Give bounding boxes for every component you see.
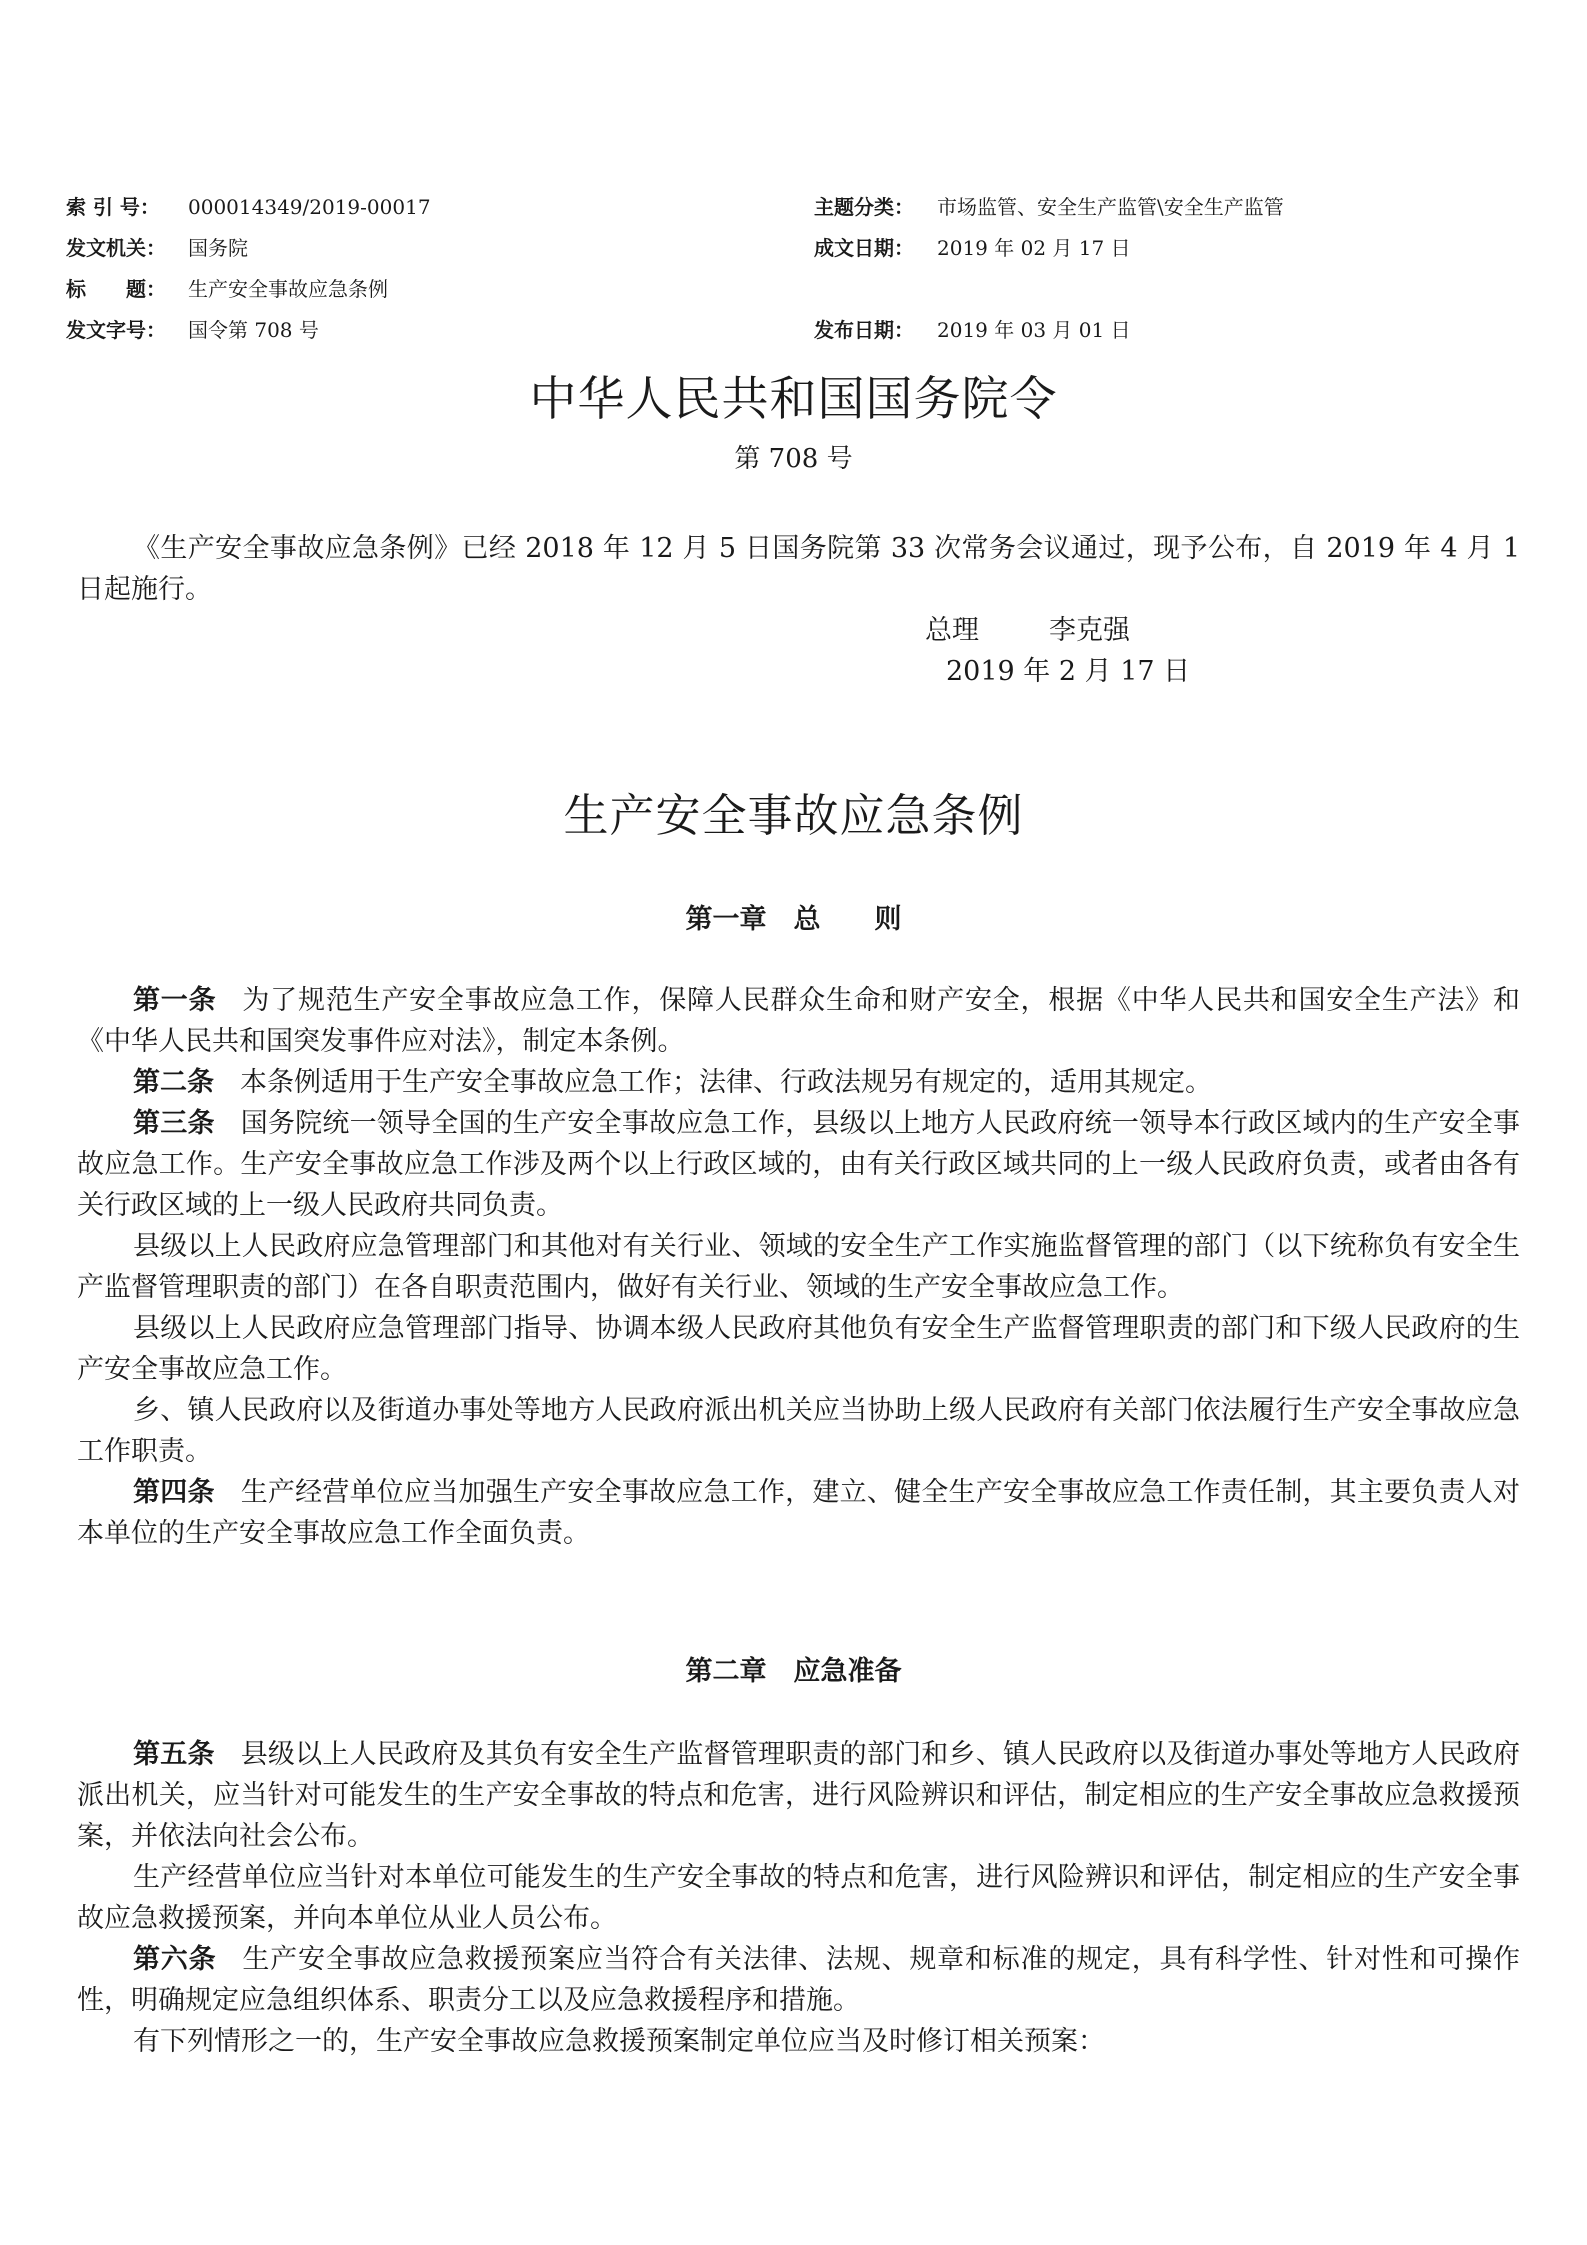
metadata-row <box>66 320 1516 361</box>
field-label: 发布日期： <box>814 318 914 342</box>
signature-line <box>925 610 1130 651</box>
field-value: 市场监管、安全生产监管\安全生产监管 <box>937 195 1284 219</box>
article-text: 生产经营单位应当加强生产安全事故应急工作，建立、健全生产安全事故应急工作责任制，其主要负责人对本单位的生产安全事故应急工作全面负责。 <box>77 1477 1521 1549</box>
subject-category-field <box>814 197 1284 217</box>
signer-role: 总理 <box>925 615 979 646</box>
article-text: 县级以上人民政府及其负有安全生产监督管理职责的部门和乡、镇人民政府以及街道办事处等地方人民政府派出机关，应当针对可能发生的生产安全事故的特点和危害，进行风险辨识和评估，制定相应的生产安全事故应急救援预案，并依法向社会公布。 <box>77 1739 1521 1852</box>
article-paragraph <box>77 1857 1520 1939</box>
metadata-row <box>66 279 1516 320</box>
field-value: 000014349/2019-00017 <box>188 195 431 219</box>
title-field <box>66 279 388 299</box>
article-text: 生产安全事故应急救援预案应当符合有关法律、法规、规章和标准的规定，具有科学性、针对性和可操作性，明确规定应急组织体系、职责分工以及应急救援程序和措施。 <box>77 1944 1520 2016</box>
article-number: 第三条 <box>133 1108 215 1139</box>
field-label: 主题分类： <box>814 195 914 219</box>
article-paragraph <box>77 1390 1520 1472</box>
publish-date-field <box>814 320 1131 340</box>
metadata-row <box>66 197 1516 238</box>
article-text: 生产经营单位应当针对本单位可能发生的生产安全事故的特点和危害，进行风险辨识和评估，制定相应的生产安全事故应急救援预案，并向本单位从业人员公布。 <box>77 1862 1520 1934</box>
signature-date: 2019 年 2 月 17 日 <box>946 656 1191 687</box>
chapter-2-articles <box>77 1734 1520 2062</box>
chapter-1-articles <box>77 980 1520 1554</box>
chapter-heading: 第一章 总 则 <box>685 904 902 935</box>
field-value: 2019 年 02 月 17 日 <box>937 236 1131 260</box>
signer-name: 李克强 <box>1049 615 1130 646</box>
article-paragraph <box>77 1308 1520 1390</box>
article-number: 第一条 <box>133 985 217 1016</box>
regulation-title: 生产安全事故应急条例 <box>563 789 1024 842</box>
field-label: 标 题： <box>66 277 166 301</box>
article-number: 第五条 <box>133 1739 215 1770</box>
article-text: 有下列情形之一的，生产安全事故应急救援预案制定单位应当及时修订相关预案： <box>133 2026 1105 2057</box>
document-metadata <box>66 197 1516 361</box>
promulgation-text: 《生产安全事故应急条例》已经 2018 年 12 月 5 日国务院第 33 次常务会议通过，现予公布，自 2019 年 4 月 1 日起施行。 <box>77 533 1520 605</box>
article-paragraph <box>77 1103 1520 1226</box>
field-value: 生产安全事故应急条例 <box>188 277 388 301</box>
article-number: 第六条 <box>133 1944 217 1975</box>
order-title: 中华人民共和国国务院令 <box>529 372 1058 427</box>
article-paragraph <box>77 2021 1520 2062</box>
metadata-row <box>66 238 1516 279</box>
index-number-field <box>66 197 431 217</box>
article-paragraph <box>77 1062 1520 1103</box>
order-number: 第 708 号 <box>734 444 853 474</box>
article-paragraph <box>77 980 1520 1062</box>
field-label: 发文字号： <box>66 318 166 342</box>
chapter-heading: 第二章 应急准备 <box>685 1656 902 1687</box>
field-label: 发文机关： <box>66 236 166 260</box>
article-text: 县级以上人民政府应急管理部门指导、协调本级人民政府其他负有安全生产监督管理职责的部门和下级人民政府的生产安全事故应急工作。 <box>77 1313 1520 1385</box>
article-paragraph <box>77 1734 1520 1857</box>
article-number: 第四条 <box>133 1477 215 1508</box>
article-paragraph <box>77 1939 1520 2021</box>
field-label: 索 引 号： <box>66 195 160 219</box>
article-text: 为了规范生产安全事故应急工作，保障人民群众生命和财产安全，根据《中华人民共和国安全生产法》和《中华人民共和国突发事件应对法》，制定本条例。 <box>77 985 1520 1057</box>
field-value: 国令第 708 号 <box>188 318 319 342</box>
article-text: 国务院统一领导全国的生产安全事故应急工作，县级以上地方人民政府统一领导本行政区域内的生产安全事故应急工作。生产安全事故应急工作涉及两个以上行政区域的，由有关行政区域共同的上一级人民政府负责，或者由各有关行政区域的上一级人民政府共同负责。 <box>77 1108 1521 1221</box>
document-number-field <box>66 320 319 340</box>
article-paragraph <box>77 1472 1520 1554</box>
article-paragraph <box>77 1226 1520 1308</box>
article-number: 第二条 <box>133 1067 214 1098</box>
article-text: 本条例适用于生产安全事故应急工作；法律、行政法规另有规定的，适用其规定。 <box>240 1067 1212 1098</box>
field-label: 成文日期： <box>814 236 914 260</box>
article-text: 县级以上人民政府应急管理部门和其他对有关行业、领域的安全生产工作实施监督管理的部门（以下统称负有安全生产监督管理职责的部门）在各自职责范围内，做好有关行业、领域的生产安全事故应急工作。 <box>77 1231 1520 1303</box>
issuing-authority-field <box>66 238 248 258</box>
article-text: 乡、镇人民政府以及街道办事处等地方人民政府派出机关应当协助上级人民政府有关部门依法履行生产安全事故应急工作职责。 <box>77 1395 1520 1467</box>
field-value: 国务院 <box>188 236 248 260</box>
field-value: 2019 年 03 月 01 日 <box>937 318 1131 342</box>
written-date-field <box>814 238 1131 258</box>
